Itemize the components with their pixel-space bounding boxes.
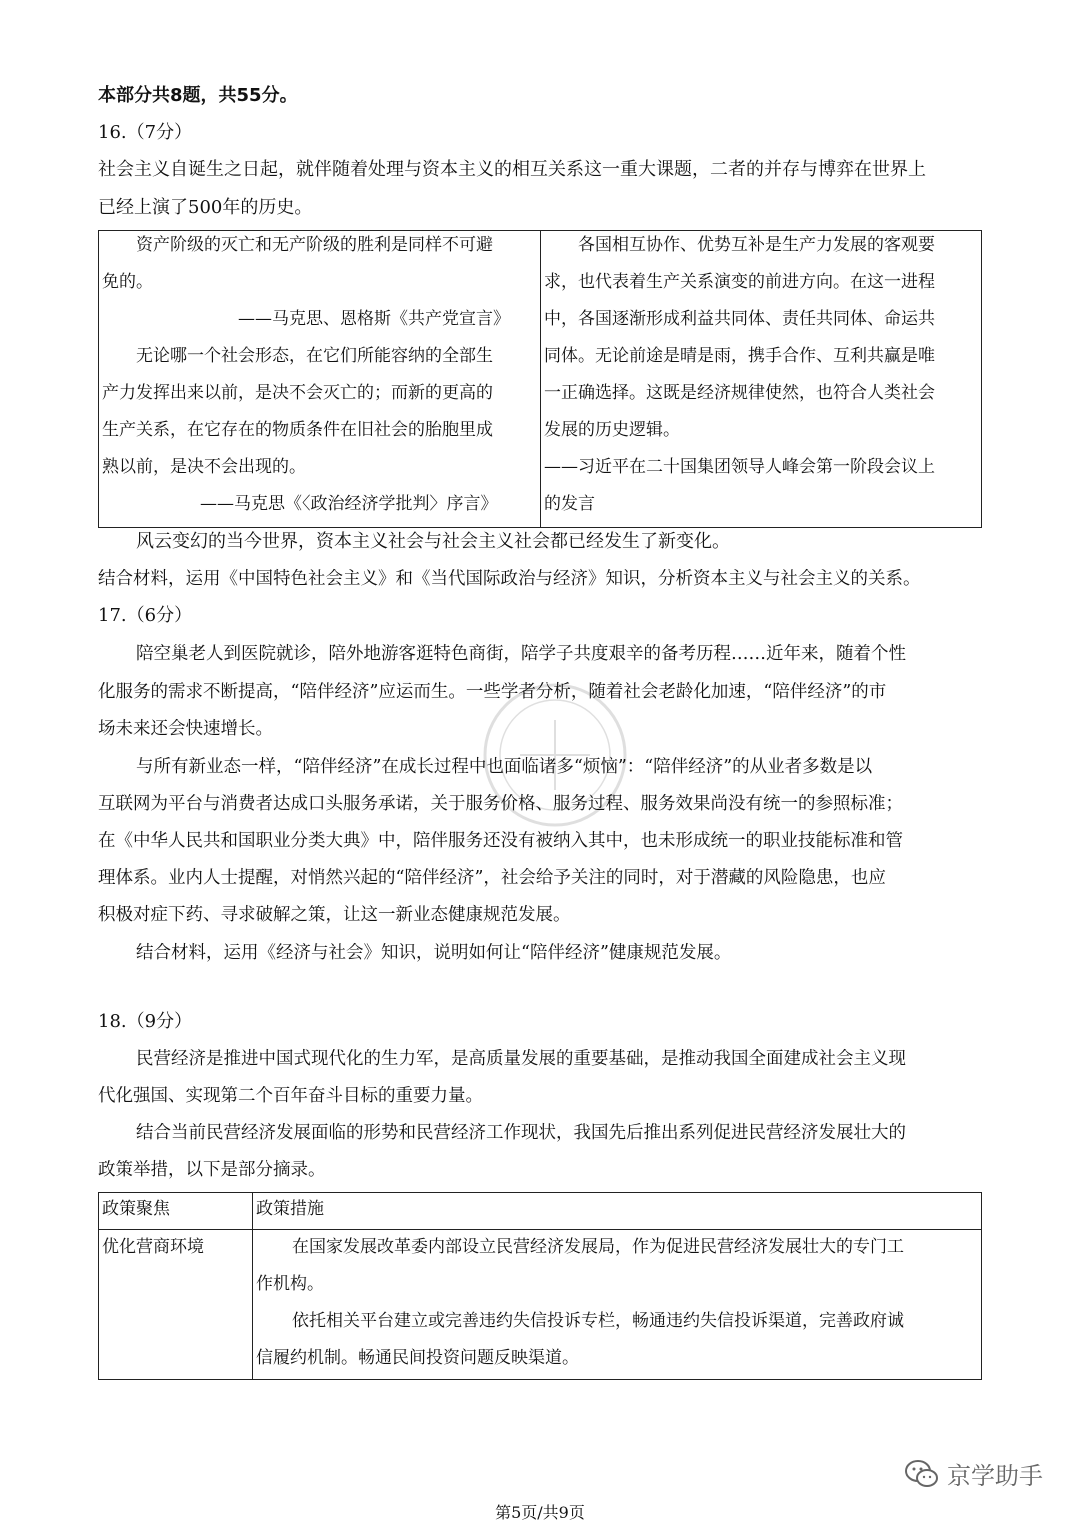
- q17-line: 积极对症下药、寻求破解之策，让这一新业态健康规范发展。: [98, 905, 571, 925]
- q16-left-line: 无论哪一个社会形态，在它们所能容纳的全部生: [136, 346, 493, 366]
- q16-question: 结合材料，运用《中国特色社会主义》和《当代国际政治与经济》知识，分析资本主义与社会主义的关系。: [98, 569, 921, 589]
- wechat-icon: [905, 1459, 939, 1489]
- q18-row-measure-line: 信履约机制。畅通民间投资问题反映渠道。: [256, 1348, 579, 1368]
- q18-row-measure-line: 依托相关平台建立或完善违约失信投诉专栏，畅通违约失信投诉渠道，完善政府诚: [292, 1311, 904, 1331]
- q16-right-line: 同体。无论前途是晴是雨，携手合作、互利共赢是唯: [544, 346, 935, 366]
- q16-stem-line-2: 已经上演了500年的历史。: [98, 197, 313, 218]
- q18-line: 代化强国、实现第二个百年奋斗目标的重要力量。: [98, 1086, 483, 1106]
- q17-line: 互联网为平台与消费者达成口头服务承诺，关于服务价格、服务过程、服务效果尚没有统一的参照标准；: [98, 794, 903, 814]
- q18-header-measures: 政策措施: [256, 1199, 324, 1219]
- section-intro: 本部分共8题，共55分。: [98, 85, 298, 106]
- q18-line: 结合当前民营经济发展面临的形势和民营经济工作现状，我国先后推出系列促进民营经济发展壮大的: [136, 1123, 906, 1143]
- page-footer: 第5页/共9页: [495, 1503, 585, 1522]
- q17-line: 与所有新业态一样，“陪伴经济”在成长过程中也面临诸多“烦恼”：“陪伴经济”的从业者多数是以: [136, 757, 873, 777]
- q17-question: 结合材料，运用《经济与社会》知识，说明如何让“陪伴经济”健康规范发展。: [136, 943, 732, 963]
- q18-table-col-divider: [252, 1192, 253, 1380]
- q16-right-line: 求，也代表着生产关系演变的前进方向。在这一进程: [544, 272, 935, 292]
- seal-watermark-icon: [480, 680, 630, 830]
- q16-right-attribution: ——习近平在二十国集团领导人峰会第一阶段会议上: [544, 457, 935, 477]
- q16-left-attribution: ——马克思、恩格斯《共产党宣言》: [238, 309, 510, 329]
- q18-header-focus: 政策聚焦: [102, 1199, 170, 1219]
- q18-table-row-divider: [98, 1229, 982, 1230]
- q18-row-measure-line: 作机构。: [256, 1274, 324, 1294]
- q17-line: 理体系。业内人士提醒，对悄然兴起的“陪伴经济”，社会给予关注的同时，对于潜藏的风险隐患，也应: [98, 868, 886, 888]
- q18-number: 18.（9分）: [98, 1011, 193, 1032]
- q16-left-line: 免的。: [102, 272, 153, 292]
- q16-right-attribution: 的发言: [544, 494, 595, 514]
- q17-line: 场未来还会快速增长。: [98, 719, 273, 739]
- q16-left-line: 熟以前，是决不会出现的。: [102, 457, 306, 477]
- q16-right-line: 一正确选择。这既是经济规律使然，也符合人类社会: [544, 383, 935, 403]
- q18-line: 政策举措，以下是部分摘录。: [98, 1160, 326, 1180]
- q16-right-line: 中，各国逐渐形成利益共同体、责任共同体、命运共: [544, 309, 935, 329]
- q16-left-line: 产力发挥出来以前，是决不会灭亡的；而新的更高的: [102, 383, 493, 403]
- brand-logo: [905, 1456, 1043, 1491]
- q16-left-line: 生产关系，在它存在的物质条件在旧社会的胎胞里成: [102, 420, 493, 440]
- q18-row-focus: 优化营商环境: [102, 1237, 204, 1257]
- q17-line: 化服务的需求不断提高，“陪伴经济”应运而生。一些学者分析，随着社会老龄化加速，“陪伴经济”的市: [98, 682, 887, 702]
- q17-line: 在《中华人民共和国职业分类大典》中，陪伴服务还没有被纳入其中，也未形成统一的职业技能标准和管: [98, 831, 903, 851]
- q17-line: 陪空巢老人到医院就诊，陪外地游客逛特色商街，陪学子共度艰辛的备考历程……近年来，随着个性: [136, 644, 906, 664]
- q16-right-line: 发展的历史逻辑。: [544, 420, 680, 440]
- q18-row-measure-line: 在国家发展改革委内部设立民营经济发展局，作为促进民营经济发展壮大的专门工: [292, 1237, 904, 1257]
- q16-right-line: 各国相互协作、优势互补是生产力发展的客观要: [578, 235, 935, 255]
- q16-left-line: 资产阶级的灭亡和无产阶级的胜利是同样不可避: [136, 235, 493, 255]
- q16-after-line-1: 风云变幻的当今世界，资本主义社会与社会主义社会都已经发生了新变化。: [136, 531, 730, 552]
- q17-number: 17.（6分）: [98, 605, 193, 626]
- brand-logo-text: 京学助手: [947, 1462, 1043, 1490]
- q16-number: 16.（7分）: [98, 122, 193, 143]
- q16-stem-line-1: 社会主义自诞生之日起，就伴随着处理与资本主义的相互关系这一重大课题，二者的并存与博弈在世界上: [98, 159, 926, 180]
- q16-left-attribution: ——马克思《〈政治经济学批判〉序言》: [200, 494, 498, 514]
- q16-table-divider: [540, 230, 541, 528]
- q18-line: 民营经济是推进中国式现代化的生力军，是高质量发展的重要基础，是推动我国全面建成社会主义现: [136, 1049, 906, 1069]
